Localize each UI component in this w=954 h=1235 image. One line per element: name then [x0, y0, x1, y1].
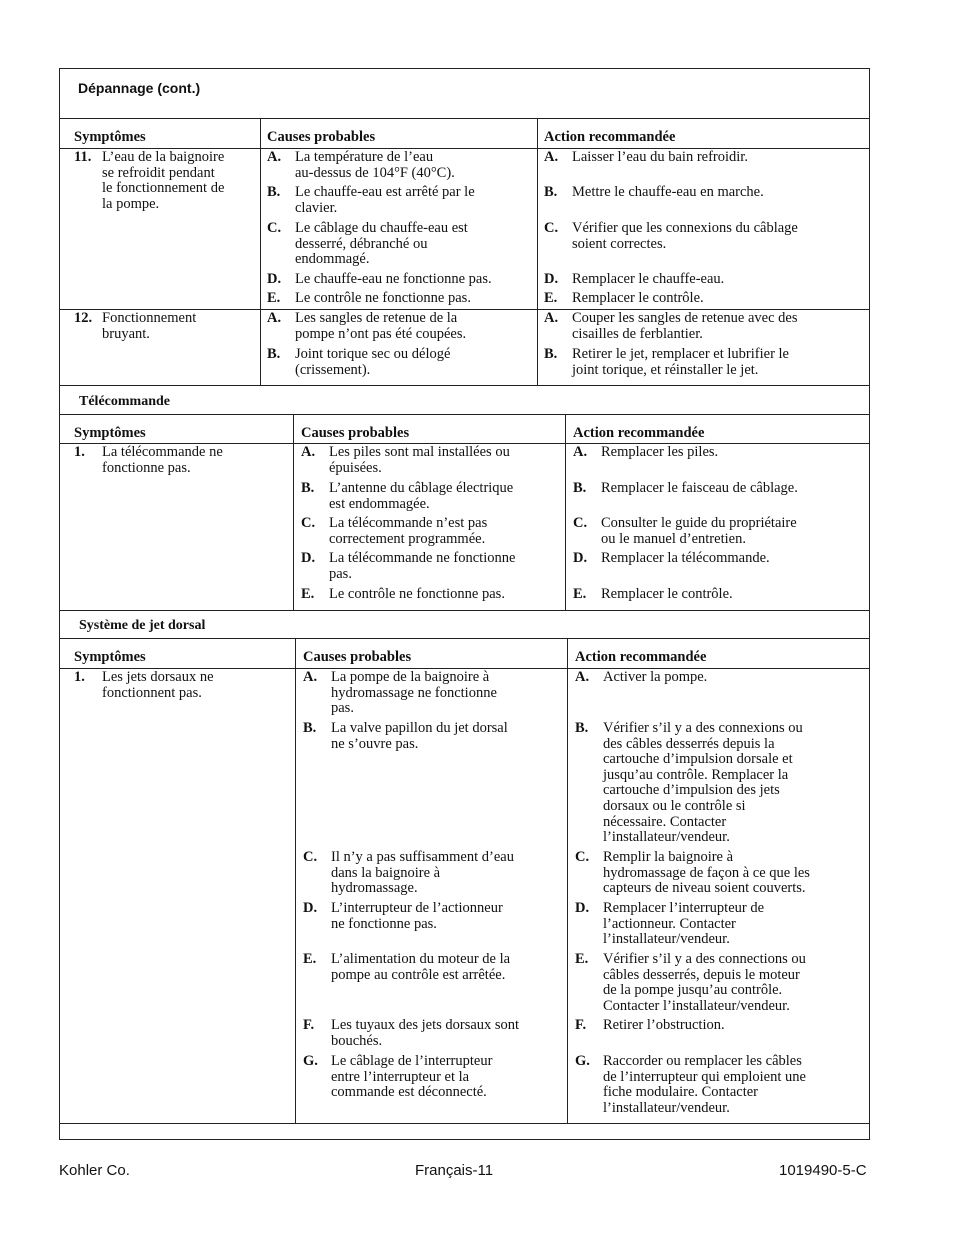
- symptom-11: [74, 150, 258, 212]
- item-text: Retirer le jet, remplacer et lubrifier le joint torique, et réinstaller le jet.: [572, 346, 789, 378]
- header-actions: Action recommandée: [575, 649, 707, 665]
- item-letter: E.: [544, 290, 558, 306]
- item-letter: A.: [267, 149, 282, 165]
- cause-item: [301, 551, 563, 582]
- divider: [59, 1123, 870, 1124]
- item-letter: C.: [267, 220, 282, 236]
- item-text: Il n’y a pas suffisamment d’eau dans la baignoire à hydromassage.: [331, 849, 514, 897]
- item-text: La télécommande ne fonctionne pas.: [329, 550, 516, 582]
- symptom-jet-1: [74, 670, 292, 701]
- item-text: Retirer l’obstruction.: [603, 1017, 725, 1033]
- action-item: [544, 311, 866, 342]
- item-letter: E.: [267, 290, 281, 306]
- item-letter: D.: [303, 900, 318, 916]
- item-text: La pompe de la baignoire à hydromassage ne fonctionne pas.: [331, 669, 497, 717]
- item-letter: E.: [303, 951, 317, 967]
- item-letter: B.: [267, 184, 281, 200]
- action-item: [575, 670, 867, 686]
- item-letter: A.: [544, 310, 559, 326]
- cause-item: [267, 150, 535, 181]
- item-text: Le contrôle ne fonctionne pas.: [295, 290, 471, 306]
- page-title: Dépannage (cont.): [78, 80, 201, 96]
- column-divider: [293, 414, 294, 610]
- cause-item: [267, 311, 535, 342]
- action-item: [544, 185, 866, 201]
- cause-item: [301, 587, 563, 603]
- item-letter: F.: [303, 1017, 315, 1033]
- item-letter: B.: [575, 720, 589, 736]
- item-text: L’alimentation du moteur de la pompe au contrôle est arrêtée.: [331, 951, 511, 983]
- symptom-text: Les jets dorsaux ne fonctionnent pas.: [102, 669, 214, 701]
- item-text: Remplacer le faisceau de câblage.: [601, 480, 798, 496]
- cause-item: [303, 901, 565, 932]
- item-text: Mettre le chauffe-eau en marche.: [572, 184, 764, 200]
- column-divider: [295, 638, 296, 1123]
- section-title-jet: Système de jet dorsal: [79, 618, 206, 633]
- item-letter: F.: [575, 1017, 587, 1033]
- footer-page-number: Français-11: [415, 1162, 494, 1179]
- column-divider: [260, 118, 261, 385]
- item-text: Raccorder ou remplacer les câbles de l’interrupteur qui emploient une fiche modulaire. Contacter l’installateur/vendeur.: [603, 1053, 806, 1116]
- cause-item: [267, 291, 535, 307]
- header-causes: Causes probables: [301, 425, 410, 441]
- item-text: Le chauffe-eau est arrêté par le clavier.: [295, 184, 475, 216]
- item-letter: A.: [267, 310, 282, 326]
- item-text: Joint torique sec ou délogé (crissement).: [295, 346, 451, 378]
- cause-item: [303, 721, 565, 752]
- item-letter: E.: [301, 586, 315, 602]
- item-letter: C.: [301, 515, 316, 531]
- item-text: Laisser l’eau du bain refroidir.: [572, 149, 748, 165]
- item-letter: C.: [575, 849, 590, 865]
- action-item: [573, 445, 867, 461]
- item-letter: C.: [544, 220, 559, 236]
- cause-item: [267, 185, 535, 216]
- action-item: [544, 150, 866, 166]
- item-letter: B.: [573, 480, 587, 496]
- symptom-number: 11.: [74, 149, 92, 165]
- item-text: Le chauffe-eau ne fonctionne pas.: [295, 271, 492, 287]
- item-letter: B.: [267, 346, 281, 362]
- column-divider: [565, 414, 566, 610]
- header-symptoms: Symptômes: [74, 425, 146, 441]
- cause-item: [267, 347, 535, 378]
- symptom-remote-1: [74, 445, 290, 476]
- header-actions: Action recommandée: [544, 129, 676, 145]
- symptom-text: L’eau de la baignoire se refroidit pendant le fonctionnement de la pompe.: [102, 149, 225, 212]
- item-text: Vérifier s’il y a des connections ou câbles desserrés, depuis le moteur de la pompe jusqu’au contrôle. Contacter l’installateur/vendeur.: [603, 951, 806, 1014]
- item-letter: E.: [573, 586, 587, 602]
- item-letter: D.: [267, 271, 282, 287]
- action-item: [544, 347, 866, 378]
- divider: [59, 638, 870, 639]
- item-letter: A.: [573, 444, 588, 460]
- item-text: La télécommande n’est pas correctement programmée.: [329, 515, 488, 547]
- item-letter: B.: [303, 720, 317, 736]
- header-actions: Action recommandée: [573, 425, 705, 441]
- footer-document-id: 1019490-5-C: [779, 1162, 867, 1179]
- item-letter: D.: [301, 550, 316, 566]
- item-text: Les piles sont mal installées ou épuisées.: [329, 444, 510, 476]
- action-item: [544, 272, 866, 288]
- item-text: Couper les sangles de retenue avec des cisailles de ferblantier.: [572, 310, 798, 342]
- item-text: Consulter le guide du propriétaire ou le manuel d’entretien.: [601, 515, 797, 547]
- item-letter: G.: [303, 1053, 318, 1069]
- item-text: La valve papillon du jet dorsal ne s’ouvre pas.: [331, 720, 508, 752]
- item-text: Vérifier s’il y a des connexions ou des câbles desserrés depuis la cartouche d’impulsion dorsale et jusqu’au contrôle. Remplacer la cartouche d’impulsion des jets dorsaux ou le contrôle si nécessaire. Contacter l’installateur/vendeur.: [603, 720, 803, 846]
- divider: [59, 414, 870, 415]
- cause-item: [301, 516, 563, 547]
- column-divider: [537, 118, 538, 385]
- divider: [59, 385, 870, 386]
- item-text: Le câblage de l’interrupteur entre l’interrupteur et la commande est déconnecté.: [331, 1053, 493, 1101]
- item-text: L’antenne du câblage électrique est endommagée.: [329, 480, 514, 512]
- item-letter: B.: [544, 346, 558, 362]
- cause-item: [267, 272, 535, 288]
- item-letter: E.: [575, 951, 589, 967]
- item-text: Le contrôle ne fonctionne pas.: [329, 586, 505, 602]
- column-divider: [567, 638, 568, 1123]
- divider: [59, 610, 870, 611]
- symptom-text: Fonctionnement bruyant.: [102, 310, 197, 342]
- action-item: [575, 1054, 867, 1116]
- action-item: [575, 1018, 867, 1034]
- item-letter: C.: [303, 849, 318, 865]
- action-item: [575, 901, 867, 948]
- symptom-text: La télécommande ne fonctionne pas.: [102, 444, 223, 476]
- cause-item: [301, 481, 563, 512]
- header-symptoms: Symptômes: [74, 649, 146, 665]
- symptom-number: 1.: [74, 669, 85, 685]
- item-letter: D.: [573, 550, 588, 566]
- item-text: Remplacer le chauffe-eau.: [572, 271, 725, 287]
- item-letter: A.: [301, 444, 316, 460]
- item-text: L’interrupteur de l’actionneur ne fonctionne pas.: [331, 900, 503, 932]
- item-letter: A.: [544, 149, 559, 165]
- cause-item: [301, 445, 563, 476]
- cause-item: [267, 221, 535, 268]
- divider: [59, 118, 870, 119]
- item-text: La température de l’eau au-dessus de 104°F (40°C).: [295, 149, 455, 181]
- item-letter: D.: [575, 900, 590, 916]
- item-text: Vérifier que les connexions du câblage soient correctes.: [572, 220, 798, 252]
- item-text: Remplacer le contrôle.: [601, 586, 733, 602]
- item-letter: D.: [544, 271, 559, 287]
- item-text: Remplacer l’interrupteur de l’actionneur. Contacter l’installateur/vendeur.: [603, 900, 765, 948]
- item-text: Remplacer les piles.: [601, 444, 719, 460]
- action-item: [575, 850, 867, 897]
- item-text: Le câblage du chauffe-eau est desserré, débranché ou endommagé.: [295, 220, 468, 268]
- header-symptoms: Symptômes: [74, 129, 146, 145]
- item-letter: G.: [575, 1053, 590, 1069]
- item-text: Les tuyaux des jets dorsaux sont bouchés.: [331, 1017, 520, 1049]
- item-letter: A.: [303, 669, 318, 685]
- cause-item: [303, 1054, 565, 1101]
- item-letter: B.: [301, 480, 315, 496]
- action-item: [573, 481, 867, 497]
- header-causes: Causes probables: [303, 649, 412, 665]
- symptom-12: [74, 311, 258, 342]
- item-text: Remplacer le contrôle.: [572, 290, 704, 306]
- action-item: [573, 551, 867, 567]
- item-text: Les sangles de retenue de la pompe n’ont pas été coupées.: [295, 310, 467, 342]
- symptom-number: 1.: [74, 444, 85, 460]
- action-item: [573, 587, 867, 603]
- item-letter: B.: [544, 184, 558, 200]
- section-title-remote: Télécommande: [79, 394, 170, 409]
- cause-item: [303, 1018, 565, 1049]
- item-text: Remplacer la télécommande.: [601, 550, 770, 566]
- action-item: [575, 721, 867, 846]
- cause-item: [303, 850, 565, 897]
- cause-item: [303, 670, 565, 717]
- action-item: [573, 516, 867, 547]
- item-text: Remplir la baignoire à hydromassage de façon à ce que les capteurs de niveau soient couverts.: [603, 849, 810, 897]
- item-letter: A.: [575, 669, 590, 685]
- action-item: [544, 221, 866, 252]
- item-text: Activer la pompe.: [603, 669, 708, 685]
- cause-item: [303, 952, 565, 983]
- symptom-number: 12.: [74, 310, 93, 326]
- action-item: [575, 952, 867, 1014]
- footer-company: Kohler Co.: [59, 1162, 130, 1179]
- item-letter: C.: [573, 515, 588, 531]
- action-item: [544, 291, 866, 307]
- header-causes: Causes probables: [267, 129, 376, 145]
